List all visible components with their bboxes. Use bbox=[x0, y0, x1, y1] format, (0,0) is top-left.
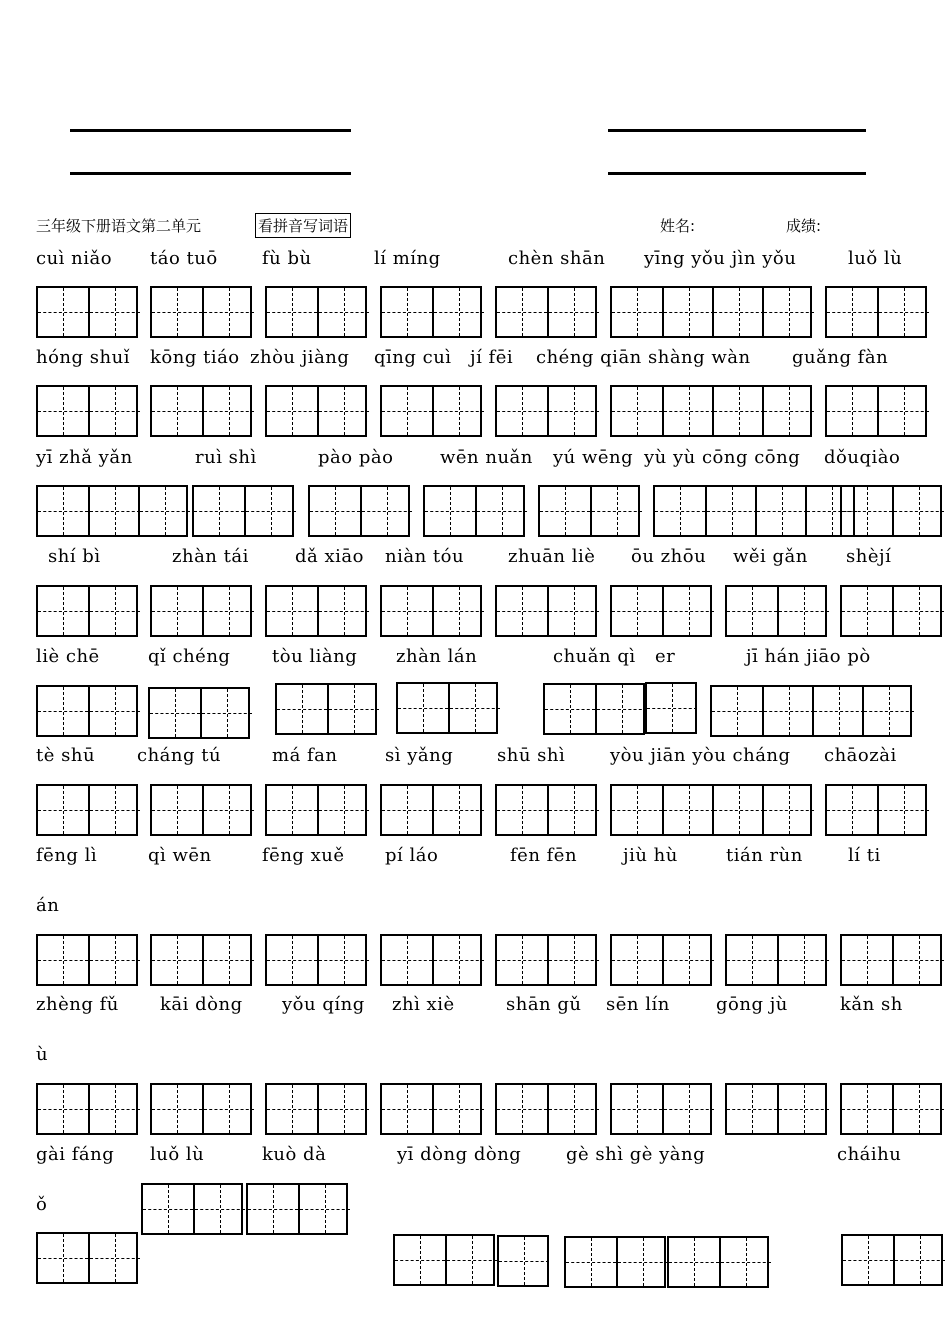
writing-cell[interactable] bbox=[727, 587, 777, 635]
writing-cell[interactable] bbox=[317, 936, 369, 984]
writing-box[interactable] bbox=[380, 1083, 482, 1135]
writing-cell[interactable] bbox=[382, 936, 432, 984]
writing-cell[interactable] bbox=[712, 687, 762, 735]
writing-box[interactable] bbox=[265, 1083, 367, 1135]
writing-cell[interactable] bbox=[445, 1236, 497, 1284]
writing-box[interactable] bbox=[840, 934, 942, 986]
writing-box[interactable] bbox=[543, 683, 645, 735]
pinyin-item: fù bù bbox=[262, 248, 312, 269]
writing-box[interactable] bbox=[495, 286, 597, 338]
writing-box[interactable] bbox=[825, 385, 927, 437]
writing-cell[interactable] bbox=[432, 587, 484, 635]
pinyin-item: cháihu bbox=[837, 1144, 902, 1165]
writing-box[interactable] bbox=[610, 385, 812, 437]
writing-cell[interactable] bbox=[432, 288, 484, 336]
writing-cell[interactable] bbox=[152, 288, 202, 336]
pinyin-item: zhàn lán bbox=[396, 646, 478, 667]
writing-cell[interactable] bbox=[662, 288, 714, 336]
writing-cell[interactable] bbox=[540, 487, 590, 535]
writing-box[interactable] bbox=[308, 485, 410, 537]
writing-cell[interactable] bbox=[842, 936, 892, 984]
writing-cell[interactable] bbox=[827, 387, 877, 435]
writing-cell[interactable] bbox=[566, 1238, 616, 1286]
writing-box[interactable] bbox=[610, 1083, 712, 1135]
pinyin-item: qīng cuì bbox=[374, 347, 452, 368]
pinyin-item: tè shū bbox=[36, 745, 96, 766]
writing-cell[interactable] bbox=[616, 1238, 668, 1286]
writing-cell[interactable] bbox=[662, 936, 714, 984]
writing-cell[interactable] bbox=[382, 1085, 432, 1133]
pinyin-item: luǒ lù bbox=[848, 248, 903, 269]
pinyin-item: pào pào bbox=[318, 447, 394, 468]
writing-cell[interactable] bbox=[892, 1085, 944, 1133]
writing-box[interactable] bbox=[246, 1183, 348, 1235]
writing-cell[interactable] bbox=[88, 387, 140, 435]
writing-box[interactable] bbox=[495, 784, 597, 836]
pinyin-item: luǒ lù bbox=[150, 1144, 205, 1165]
writing-cell[interactable] bbox=[827, 288, 877, 336]
writing-cell[interactable] bbox=[382, 786, 432, 834]
pinyin-item: lí míng bbox=[374, 248, 441, 269]
writing-cell[interactable] bbox=[662, 1085, 714, 1133]
writing-cell[interactable] bbox=[38, 1085, 88, 1133]
writing-box[interactable] bbox=[150, 286, 252, 338]
pinyin-item: chāozài bbox=[824, 745, 897, 766]
writing-cell[interactable] bbox=[877, 288, 929, 336]
writing-cell[interactable] bbox=[547, 936, 599, 984]
writing-cell[interactable] bbox=[267, 936, 317, 984]
writing-box[interactable] bbox=[36, 585, 138, 637]
writing-box[interactable] bbox=[150, 1083, 252, 1135]
writing-box[interactable] bbox=[840, 585, 942, 637]
writing-cell[interactable] bbox=[662, 587, 714, 635]
pinyin-item: cháng tú bbox=[137, 745, 222, 766]
writing-box[interactable] bbox=[538, 485, 640, 537]
writing-cell[interactable] bbox=[727, 1085, 777, 1133]
pinyin-item: yǒu qíng bbox=[282, 994, 365, 1015]
writing-box[interactable] bbox=[564, 1236, 666, 1288]
pinyin-item: liè chē bbox=[36, 646, 100, 667]
pinyin-item: ruì shì bbox=[195, 447, 257, 468]
writing-box[interactable] bbox=[396, 682, 498, 734]
writing-box[interactable] bbox=[423, 485, 525, 537]
writing-cell[interactable] bbox=[317, 288, 369, 336]
writing-cell[interactable] bbox=[244, 487, 296, 535]
writing-cell[interactable] bbox=[200, 689, 252, 737]
writing-box[interactable] bbox=[645, 682, 697, 734]
writing-cell[interactable] bbox=[150, 689, 200, 737]
writing-box[interactable] bbox=[710, 685, 912, 737]
writing-cell[interactable] bbox=[662, 786, 714, 834]
writing-cell[interactable] bbox=[843, 1236, 893, 1284]
writing-cell[interactable] bbox=[267, 786, 317, 834]
pinyin-item: shí bì bbox=[48, 546, 101, 567]
writing-cell[interactable] bbox=[152, 387, 202, 435]
writing-cell[interactable] bbox=[143, 1185, 193, 1233]
pinyin-item: táo tuō bbox=[150, 248, 218, 269]
writing-box[interactable] bbox=[150, 784, 252, 836]
writing-cell[interactable] bbox=[877, 387, 929, 435]
writing-box[interactable] bbox=[36, 1232, 138, 1284]
writing-box[interactable] bbox=[495, 385, 597, 437]
writing-box[interactable] bbox=[36, 485, 188, 537]
pinyin-item: yī dòng dòng bbox=[397, 1144, 522, 1165]
writing-box[interactable] bbox=[840, 1083, 942, 1135]
writing-cell[interactable] bbox=[647, 684, 697, 732]
writing-cell[interactable] bbox=[248, 1185, 298, 1233]
pinyin-item: kǎn sh bbox=[840, 994, 903, 1015]
writing-cell[interactable] bbox=[88, 288, 140, 336]
writing-cell[interactable] bbox=[497, 387, 547, 435]
writing-cell[interactable] bbox=[432, 786, 484, 834]
writing-cell[interactable] bbox=[612, 1085, 662, 1133]
writing-cell[interactable] bbox=[38, 288, 88, 336]
pinyin-item: jiù hù bbox=[623, 845, 678, 866]
pinyin-item: ǒ bbox=[36, 1194, 48, 1215]
pinyin-item: zhì xiè bbox=[392, 994, 455, 1015]
writing-cell[interactable] bbox=[712, 786, 764, 834]
writing-box[interactable] bbox=[380, 784, 482, 836]
title-line bbox=[608, 129, 866, 132]
writing-box[interactable] bbox=[610, 934, 712, 986]
writing-cell[interactable] bbox=[202, 587, 254, 635]
writing-cell[interactable] bbox=[395, 1236, 445, 1284]
writing-cell[interactable] bbox=[317, 786, 369, 834]
writing-cell[interactable] bbox=[590, 487, 642, 535]
pinyin-item: dǒuqiào bbox=[824, 447, 901, 468]
writing-cell[interactable] bbox=[202, 387, 254, 435]
pinyin-item: jí fēi bbox=[470, 347, 514, 368]
writing-cell[interactable] bbox=[827, 786, 877, 834]
writing-cell[interactable] bbox=[38, 687, 88, 735]
writing-cell[interactable] bbox=[762, 687, 814, 735]
writing-cell[interactable] bbox=[382, 587, 432, 635]
writing-box[interactable] bbox=[610, 784, 812, 836]
writing-cell[interactable] bbox=[317, 387, 369, 435]
writing-cell[interactable] bbox=[298, 1185, 350, 1233]
writing-cell[interactable] bbox=[152, 936, 202, 984]
writing-box[interactable] bbox=[265, 585, 367, 637]
writing-cell[interactable] bbox=[138, 487, 190, 535]
writing-cell[interactable] bbox=[762, 786, 814, 834]
writing-cell[interactable] bbox=[398, 684, 448, 732]
writing-box[interactable] bbox=[380, 934, 482, 986]
writing-cell[interactable] bbox=[152, 786, 202, 834]
pinyin-item: kōng tiáo bbox=[150, 347, 240, 368]
pinyin-item: sì yǎng bbox=[385, 745, 454, 766]
writing-cell[interactable] bbox=[669, 1238, 719, 1286]
writing-box[interactable] bbox=[192, 485, 294, 537]
pinyin-item: tián rùn bbox=[726, 845, 803, 866]
writing-cell[interactable] bbox=[88, 587, 140, 635]
writing-box[interactable] bbox=[380, 385, 482, 437]
writing-cell[interactable] bbox=[842, 487, 892, 535]
writing-box[interactable] bbox=[150, 934, 252, 986]
writing-cell[interactable] bbox=[595, 685, 647, 733]
writing-cell[interactable] bbox=[712, 387, 764, 435]
pinyin-item: fēn fēn bbox=[510, 845, 578, 866]
writing-cell[interactable] bbox=[662, 387, 714, 435]
writing-box[interactable] bbox=[841, 1234, 943, 1286]
writing-cell[interactable] bbox=[152, 1085, 202, 1133]
title-line bbox=[608, 172, 866, 175]
writing-cell[interactable] bbox=[612, 786, 662, 834]
writing-box[interactable] bbox=[825, 784, 927, 836]
writing-cell[interactable] bbox=[877, 786, 929, 834]
writing-cell[interactable] bbox=[497, 288, 547, 336]
writing-cell[interactable] bbox=[892, 487, 944, 535]
writing-box[interactable] bbox=[495, 1083, 597, 1135]
pinyin-item: guǎng fàn bbox=[792, 347, 889, 368]
writing-cell[interactable] bbox=[202, 786, 254, 834]
writing-cell[interactable] bbox=[267, 587, 317, 635]
writing-box[interactable] bbox=[495, 585, 597, 637]
instruction-tag: 看拼音写词语 bbox=[255, 213, 351, 238]
writing-cell[interactable] bbox=[310, 487, 360, 535]
writing-cell[interactable] bbox=[892, 936, 944, 984]
writing-cell[interactable] bbox=[842, 587, 892, 635]
writing-box[interactable] bbox=[265, 286, 367, 338]
writing-cell[interactable] bbox=[88, 687, 140, 735]
writing-box[interactable] bbox=[497, 1235, 549, 1287]
writing-cell[interactable] bbox=[194, 487, 244, 535]
writing-cell[interactable] bbox=[497, 786, 547, 834]
pinyin-item: kāi dòng bbox=[160, 994, 243, 1015]
writing-box[interactable] bbox=[36, 1083, 138, 1135]
writing-box[interactable] bbox=[380, 585, 482, 637]
writing-cell[interactable] bbox=[317, 1085, 369, 1133]
pinyin-item: zhuān liè bbox=[508, 546, 596, 567]
pinyin-item: yú wēng bbox=[553, 447, 634, 468]
writing-box[interactable] bbox=[36, 385, 138, 437]
pinyin-item: chéng qiān shàng wàn bbox=[536, 347, 751, 368]
pinyin-item: má fan bbox=[272, 745, 338, 766]
pinyin-item: yīng yǒu jìn yǒu bbox=[644, 248, 797, 269]
writing-box[interactable] bbox=[36, 934, 138, 986]
writing-cell[interactable] bbox=[360, 487, 412, 535]
writing-box[interactable] bbox=[265, 385, 367, 437]
pinyin-item: gài fáng bbox=[36, 1144, 115, 1165]
score-label: 成绩: bbox=[786, 217, 822, 235]
writing-box[interactable] bbox=[610, 585, 712, 637]
writing-cell[interactable] bbox=[88, 936, 140, 984]
writing-cell[interactable] bbox=[777, 936, 829, 984]
pinyin-item: kuò dà bbox=[262, 1144, 327, 1165]
pinyin-item: yù yù cōng cōng bbox=[644, 447, 801, 468]
writing-cell[interactable] bbox=[612, 587, 662, 635]
writing-box[interactable] bbox=[275, 683, 377, 735]
pinyin-item: shū shì bbox=[497, 745, 566, 766]
pinyin-item: gōng jù bbox=[716, 994, 788, 1015]
writing-box[interactable] bbox=[825, 286, 927, 338]
writing-cell[interactable] bbox=[705, 487, 757, 535]
writing-cell[interactable] bbox=[719, 1238, 771, 1286]
writing-box[interactable] bbox=[653, 485, 855, 537]
writing-box[interactable] bbox=[36, 685, 138, 737]
writing-cell[interactable] bbox=[202, 1085, 254, 1133]
writing-box[interactable] bbox=[725, 934, 827, 986]
writing-cell[interactable] bbox=[655, 487, 705, 535]
writing-cell[interactable] bbox=[88, 1085, 140, 1133]
writing-cell[interactable] bbox=[547, 387, 599, 435]
writing-box[interactable] bbox=[725, 585, 827, 637]
title-line bbox=[70, 172, 351, 175]
pinyin-item: cuì niǎo bbox=[36, 248, 113, 269]
writing-cell[interactable] bbox=[202, 936, 254, 984]
writing-cell[interactable] bbox=[475, 487, 527, 535]
writing-cell[interactable] bbox=[612, 936, 662, 984]
writing-cell[interactable] bbox=[327, 685, 379, 733]
writing-box[interactable] bbox=[36, 784, 138, 836]
writing-cell[interactable] bbox=[755, 487, 807, 535]
writing-box[interactable] bbox=[495, 934, 597, 986]
writing-cell[interactable] bbox=[497, 587, 547, 635]
writing-cell[interactable] bbox=[812, 687, 864, 735]
writing-cell[interactable] bbox=[425, 487, 475, 535]
pinyin-item: gè shì gè yàng bbox=[566, 1144, 706, 1165]
pinyin-item: zhàn tái bbox=[172, 546, 249, 567]
writing-box[interactable] bbox=[141, 1183, 243, 1235]
writing-cell[interactable] bbox=[38, 487, 88, 535]
writing-cell[interactable] bbox=[382, 387, 432, 435]
writing-cell[interactable] bbox=[547, 1085, 599, 1133]
writing-cell[interactable] bbox=[267, 288, 317, 336]
writing-cell[interactable] bbox=[612, 387, 662, 435]
writing-cell[interactable] bbox=[762, 288, 814, 336]
writing-cell[interactable] bbox=[497, 936, 547, 984]
writing-cell[interactable] bbox=[267, 1085, 317, 1133]
writing-box[interactable] bbox=[380, 286, 482, 338]
writing-cell[interactable] bbox=[497, 1085, 547, 1133]
writing-cell[interactable] bbox=[545, 685, 595, 733]
writing-cell[interactable] bbox=[432, 936, 484, 984]
writing-cell[interactable] bbox=[547, 288, 599, 336]
worksheet-title: 三年级下册语文第二单元 bbox=[36, 217, 202, 235]
name-label: 姓名: bbox=[660, 217, 696, 235]
writing-cell[interactable] bbox=[612, 288, 662, 336]
pinyin-item: er bbox=[655, 646, 676, 667]
writing-cell[interactable] bbox=[193, 1185, 245, 1233]
writing-cell[interactable] bbox=[712, 288, 764, 336]
pinyin-item: wěi gǎn bbox=[733, 546, 808, 567]
pinyin-item: zhèng fǔ bbox=[36, 994, 119, 1015]
writing-cell[interactable] bbox=[777, 587, 829, 635]
writing-box[interactable] bbox=[36, 286, 138, 338]
writing-cell[interactable] bbox=[382, 288, 432, 336]
writing-box[interactable] bbox=[150, 585, 252, 637]
pinyin-item: ù bbox=[36, 1044, 49, 1065]
pinyin-item: qì wēn bbox=[148, 845, 212, 866]
pinyin-item: pí láo bbox=[385, 845, 439, 866]
writing-cell[interactable] bbox=[317, 587, 369, 635]
pinyin-item: hóng shuǐ bbox=[36, 347, 130, 368]
writing-box[interactable] bbox=[725, 1083, 827, 1135]
pinyin-item: shèjí bbox=[846, 546, 892, 567]
writing-box[interactable] bbox=[840, 485, 942, 537]
writing-cell[interactable] bbox=[38, 786, 88, 834]
writing-cell[interactable] bbox=[88, 786, 140, 834]
writing-cell[interactable] bbox=[777, 1085, 829, 1133]
writing-cell[interactable] bbox=[893, 1236, 945, 1284]
title-line bbox=[70, 129, 351, 132]
pinyin-item: tòu liàng bbox=[272, 646, 358, 667]
writing-cell[interactable] bbox=[547, 786, 599, 834]
writing-box[interactable] bbox=[265, 784, 367, 836]
pinyin-item: niàn tóu bbox=[385, 546, 465, 567]
writing-cell[interactable] bbox=[88, 487, 140, 535]
pinyin-item: qǐ chéng bbox=[148, 646, 231, 667]
pinyin-item: yī zhǎ yǎn bbox=[36, 447, 133, 468]
writing-cell[interactable] bbox=[547, 587, 599, 635]
writing-cell[interactable] bbox=[152, 587, 202, 635]
writing-cell[interactable] bbox=[499, 1237, 549, 1285]
writing-cell[interactable] bbox=[38, 1234, 88, 1282]
pinyin-item: lí ti bbox=[848, 845, 881, 866]
pinyin-item: án bbox=[36, 895, 60, 916]
writing-box[interactable] bbox=[667, 1236, 769, 1288]
pinyin-item: sēn lín bbox=[606, 994, 670, 1015]
pinyin-item: jī hán jiāo pò bbox=[746, 646, 871, 667]
writing-box[interactable] bbox=[148, 687, 250, 739]
writing-cell[interactable] bbox=[432, 387, 484, 435]
writing-cell[interactable] bbox=[277, 685, 327, 733]
writing-cell[interactable] bbox=[267, 387, 317, 435]
writing-cell[interactable] bbox=[38, 936, 88, 984]
pinyin-item: wēn nuǎn bbox=[440, 447, 533, 468]
writing-cell[interactable] bbox=[448, 684, 500, 732]
writing-cell[interactable] bbox=[88, 1234, 140, 1282]
writing-box[interactable] bbox=[265, 934, 367, 986]
writing-box[interactable] bbox=[610, 286, 812, 338]
writing-box[interactable] bbox=[150, 385, 252, 437]
writing-cell[interactable] bbox=[862, 687, 914, 735]
writing-cell[interactable] bbox=[38, 587, 88, 635]
pinyin-item: chèn shān bbox=[508, 248, 606, 269]
pinyin-item: dǎ xiāo bbox=[295, 546, 364, 567]
writing-cell[interactable] bbox=[432, 1085, 484, 1133]
writing-cell[interactable] bbox=[762, 387, 814, 435]
pinyin-item: yòu jiān yòu cháng bbox=[610, 745, 791, 766]
writing-cell[interactable] bbox=[727, 936, 777, 984]
pinyin-item: fēng lì bbox=[36, 845, 98, 866]
writing-cell[interactable] bbox=[842, 1085, 892, 1133]
pinyin-item: shān gǔ bbox=[506, 994, 582, 1015]
writing-box[interactable] bbox=[393, 1234, 495, 1286]
pinyin-item: fēng xuě bbox=[262, 845, 345, 866]
pinyin-item: ōu zhōu bbox=[631, 546, 707, 567]
pinyin-item: chuǎn qì bbox=[553, 646, 636, 667]
writing-cell[interactable] bbox=[38, 387, 88, 435]
pinyin-item: zhòu jiàng bbox=[250, 347, 350, 368]
writing-cell[interactable] bbox=[892, 587, 944, 635]
writing-cell[interactable] bbox=[202, 288, 254, 336]
